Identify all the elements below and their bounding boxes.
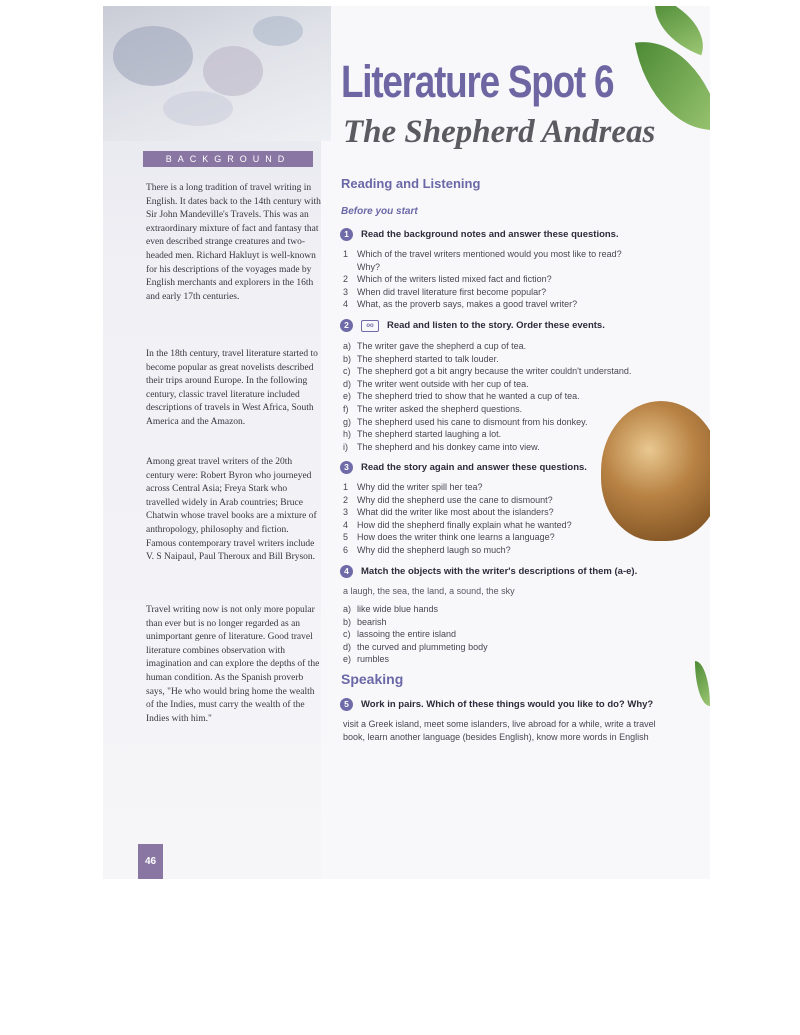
list-item: 3 What did the writer like most about the islanders? (343, 507, 554, 518)
list-item: e) rumbles (343, 654, 390, 665)
question-4-list (343, 603, 488, 666)
question-instruction: Read the story again and answer these questions. (361, 462, 587, 473)
reading-listening-heading: Reading and Listening (341, 176, 481, 191)
question-instruction: Work in pairs. Which of these things would you like to do? Why? (361, 699, 654, 710)
list-item: a) The writer gave the shepherd a cup of tea. (343, 341, 527, 351)
question-2 (340, 319, 605, 332)
leaf-decoration (695, 661, 710, 706)
question-number: 1 (340, 228, 353, 241)
list-item: f) The writer asked the shepherd questions. (343, 403, 523, 414)
background-paragraph: Among great travel writers of the 20th century were: Robert Byron who journeyed across Central Asia; Freya Stark who travelled widely in Arab countries; Bruce Chatwin whose travel books are a mixture of anthropology, philosophy and fiction. Famous contemporary travel writers include V. S Naipaul, Paul Theroux and Bill Bryson. (146, 457, 317, 563)
object-word-list: a laugh, the sea, the land, a sound, the sky (343, 586, 515, 596)
list-item: c) lassoing the entire island (343, 629, 457, 640)
list-item: 4 How did the shepherd finally explain what he wanted? (343, 519, 572, 530)
question-1 (340, 228, 619, 241)
question-number: 3 (340, 461, 353, 474)
list-item: 2 Why did the shepherd use the cane to dismount? (343, 494, 553, 505)
list-item: h) The shepherd started laughing a lot. (343, 429, 502, 440)
travel-collage-image (103, 6, 331, 141)
list-item: b) bearish (343, 616, 387, 627)
question-3 (340, 461, 587, 474)
question-instruction: Read the background notes and answer these questions. (361, 229, 619, 240)
list-item: c) The shepherd got a bit angry because the writer couldn't understand. (343, 366, 632, 377)
speaking-activity-text: visit a Greek island, meet some islanders, live abroad for a while, write a travel book, learn another language (besides English), know more words in English (343, 719, 656, 742)
list-item: 3 When did travel literature first become popular? (343, 286, 547, 297)
question-3-list (343, 481, 572, 557)
list-item: 1 Which of the travel writers mentioned would you most like to read? (343, 249, 622, 259)
list-item: a) like wide blue hands (343, 604, 439, 614)
list-item: d) the curved and plummeting body (343, 641, 488, 652)
background-paragraph: There is a long tradition of travel writing in English. It dates back to the 14th century with Sir John Mandeville's Travels. This was an extraordinary mixture of fact and fantasy that even described strange creatures and two-headed men. Richard Hakluyt is well-known for his descriptions of the voyages made by English merchants and explorers in the 16th and early 17th centuries. (146, 183, 321, 302)
list-item: b) The shepherd started to talk louder. (343, 353, 499, 364)
background-paragraph: In the 18th century, travel literature started to become popular as great novelists described their trips around Europe. In the following century, classic travel literature included descriptions of travels in West Africa, South America and the Amazon. (146, 349, 318, 427)
background-paragraph: Travel writing now is not only more popular than ever but is no longer regarded as an unimportant genre of literature. Good travel literature combines observation with imagination and can explore the depths of the human condition. As the Spanish proverb says, "He who would bring home the wealth of the Indies, must carry the wealth of the Indies with him." (146, 605, 320, 724)
question-5 (340, 698, 653, 711)
list-item: 5 How does the writer think one learns a language? (343, 532, 555, 543)
list-item: i) The shepherd and his donkey came into view. (343, 441, 540, 452)
question-instruction: Match the objects with the writer's descriptions of them (a-e). (361, 566, 638, 577)
list-item: 6 Why did the shepherd laugh so much? (343, 544, 511, 555)
list-item: 2 Which of the writers listed mixed fact and fiction? (343, 274, 552, 285)
cassette-icon: oo (361, 320, 379, 332)
speaking-heading: Speaking (341, 671, 404, 687)
list-item: g) The shepherd used his cane to dismount from his donkey. (343, 416, 588, 427)
background-label: BACKGROUND (143, 151, 313, 167)
list-item: 1 Why did the writer spill her tea? (343, 482, 483, 492)
question-instruction: Read and listen to the story. Order these events. (387, 320, 605, 331)
page-subtitle: The Shepherd Andreas (343, 114, 656, 150)
before-you-start-heading: Before you start (341, 206, 418, 217)
textbook-page (103, 6, 710, 879)
page-number: 46 (138, 844, 163, 879)
list-item: e) The shepherd tried to show that he wanted a cup of tea. (343, 391, 580, 402)
question-number: 2 (340, 319, 353, 332)
question-4 (340, 565, 637, 578)
question-2-list (343, 340, 631, 453)
list-item: 4 What, as the proverb says, makes a good travel writer? (343, 299, 578, 310)
question-number: 5 (340, 698, 353, 711)
question-1-list (343, 248, 622, 311)
page-title: Literature Spot 6 (341, 56, 614, 107)
list-item: d) The writer went outside with her cup of tea. (343, 378, 529, 389)
question-number: 4 (340, 565, 353, 578)
list-item: Why? (357, 261, 381, 272)
